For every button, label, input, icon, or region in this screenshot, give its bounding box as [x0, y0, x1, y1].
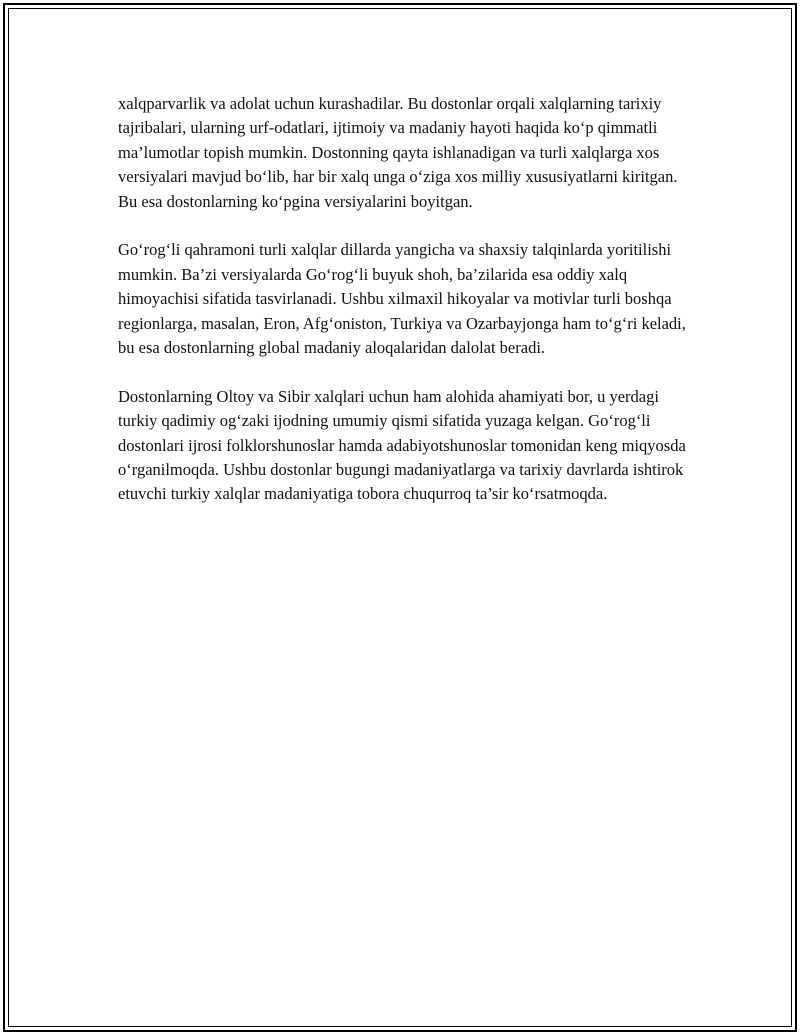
document-body — [118, 92, 694, 507]
paragraph-3: Dostonlarning Oltoy va Sibir xalqlari uchun ham alohida ahamiyati bor, u yerdagi turkiy qadimiy og‘zaki ijodning umumiy qismi sifatida yuzaga kelgan. Go‘rog‘li dostonlari ijrosi folklorshunoslar hamda adabiyotshunoslar tomonidan keng miqyosda o‘rganilmoqda. Ushbu dostonlar bugungi madaniyatlarga va tarixiy davrlarda ishtirok etuvchi turkiy xalqlar madaniyatiga tobora chuqurroq ta’sir ko‘rsatmoqda. — [118, 386, 686, 504]
paragraph-2: Go‘rog‘li qahramoni turli xalqlar dillarda yangicha va shaxsiy talqinlarda yoritilishi mumkin. Ba’zi versiyalarda Go‘rog‘li buyuk shoh, ba’zilarida esa oddiy xalq himoyachisi sifatida tasvirlanadi. Ushbu xilmaxil hikoyalar va motivlar turli boshqa regionlarga, masalan, Eron, Afg‘oniston, Turkiya va Ozarbayjonga ham to‘g‘ri keladi, bu esa dostonlarning global madaniy aloqalaridan dalolat beradi. — [118, 240, 686, 358]
paragraph-1: xalqparvarlik va adolat uchun kurashadilar. Bu dostonlar orqali xalqlarning tarixiy tajribalari, ularning urf-odatlari, ijtimoiy va madaniy hayoti haqida ko‘p qimmatli ma’lumotlar topish mumkin. Dostonning qayta ishlanadigan va turli xalqlarga xos versiyalari mavjud bo‘lib, har bir xalq unga o‘ziga xos milliy xususiyatlarni kiritgan. Bu esa dostonlarning ko‘pgina versiyalarini boyitgan. — [118, 94, 678, 211]
